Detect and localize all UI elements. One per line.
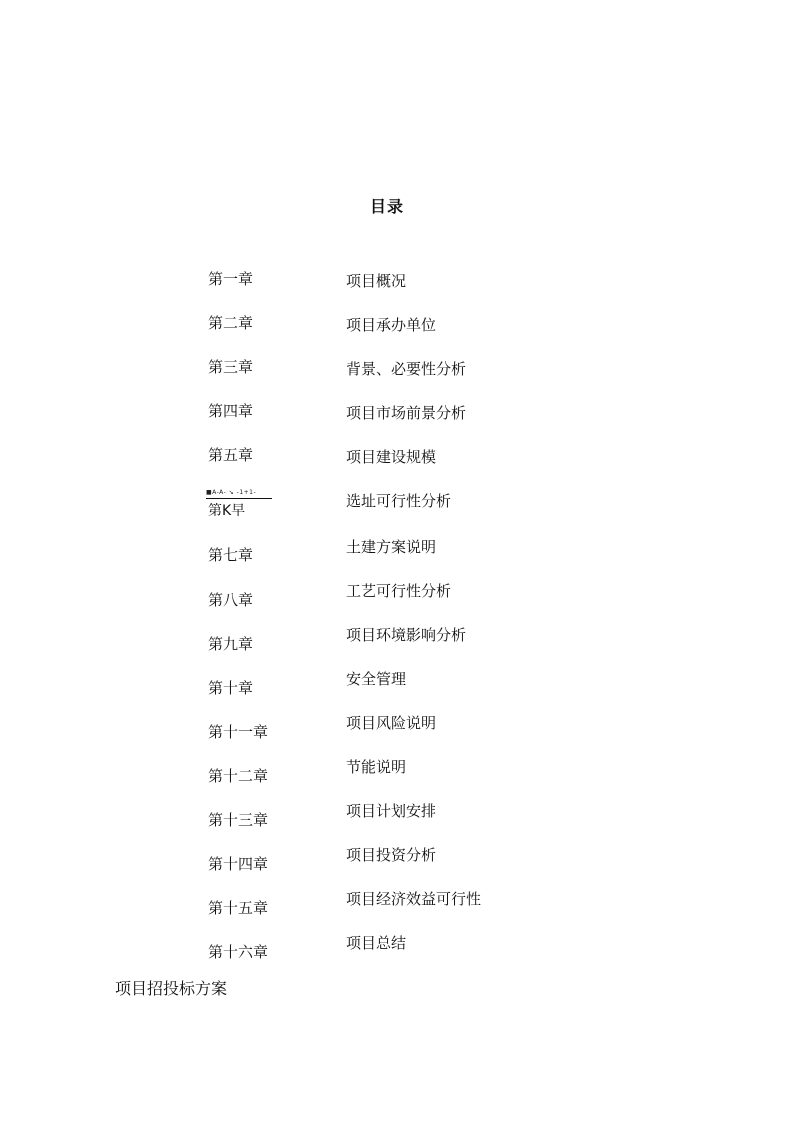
toc-row[interactable]	[0, 890, 800, 927]
toc-row[interactable]	[0, 312, 800, 342]
chapter-title: 节能说明	[346, 758, 407, 776]
chapter-number: 第三章	[208, 358, 254, 376]
chapter-number: 第十章	[208, 679, 254, 697]
chapter-number: 第五章	[208, 446, 254, 464]
chapter-title: 安全管理	[346, 670, 407, 688]
toc-row[interactable]	[0, 538, 800, 574]
chapter-title: 项目投资分析	[346, 846, 437, 864]
chapter-number: 第十一章	[208, 723, 269, 741]
toc-row[interactable]	[0, 582, 800, 619]
chapter-title: 项目计划安排	[346, 802, 437, 820]
chapter-title: 项目经济效益可行性	[346, 890, 482, 908]
toc-title: 目录	[370, 197, 405, 216]
toc-row[interactable]	[0, 400, 800, 430]
chapter-number: 第一章	[208, 270, 254, 288]
chapter-title: 工艺可行性分析	[346, 582, 452, 600]
chapter-title: 项目总结	[346, 934, 407, 952]
ocr-artifact-line	[206, 498, 272, 499]
chapter-title: 土建方案说明	[346, 538, 437, 556]
chapter-number: 第九章	[208, 635, 254, 653]
chapter-title: 项目承办单位	[346, 316, 437, 334]
chapter-number: 第K早	[208, 503, 246, 519]
chapter-number-garbled	[206, 489, 286, 522]
toc-row[interactable]	[0, 934, 800, 971]
chapter-number: 第十二章	[208, 767, 269, 785]
toc-row[interactable]	[0, 356, 800, 386]
trailing-text: 项目招投标方案	[115, 979, 228, 998]
chapter-number: 第十四章	[208, 855, 269, 873]
toc-row[interactable]	[0, 444, 800, 474]
chapter-title: 背景、必要性分析	[346, 360, 467, 378]
toc-row[interactable]	[0, 489, 800, 522]
chapter-title: 选址可行性分析	[346, 492, 452, 510]
toc-row[interactable]	[0, 714, 800, 751]
toc-row[interactable]	[0, 758, 800, 795]
chapter-number: 第十五章	[208, 899, 269, 917]
chapter-number: 第二章	[208, 314, 254, 332]
chapter-title: 项目概况	[346, 272, 407, 290]
toc-row[interactable]	[0, 268, 800, 298]
chapter-number: 第七章	[208, 546, 254, 564]
toc-row[interactable]	[0, 802, 800, 839]
ocr-artifact-text: ■A-A- ↘ -1+1-	[206, 489, 257, 496]
toc-row[interactable]	[0, 670, 800, 707]
chapter-title: 项目市场前景分析	[346, 404, 467, 422]
toc-row[interactable]	[0, 626, 800, 663]
chapter-title: 项目风险说明	[346, 714, 437, 732]
chapter-number: 第八章	[208, 591, 254, 609]
chapter-number: 第四章	[208, 402, 254, 420]
chapter-title: 项目建设规模	[346, 448, 437, 466]
chapter-number: 第十六章	[208, 943, 269, 961]
chapter-number: 第十三章	[208, 811, 269, 829]
chapter-title: 项目环境影响分析	[346, 626, 467, 644]
toc-row[interactable]	[0, 846, 800, 883]
